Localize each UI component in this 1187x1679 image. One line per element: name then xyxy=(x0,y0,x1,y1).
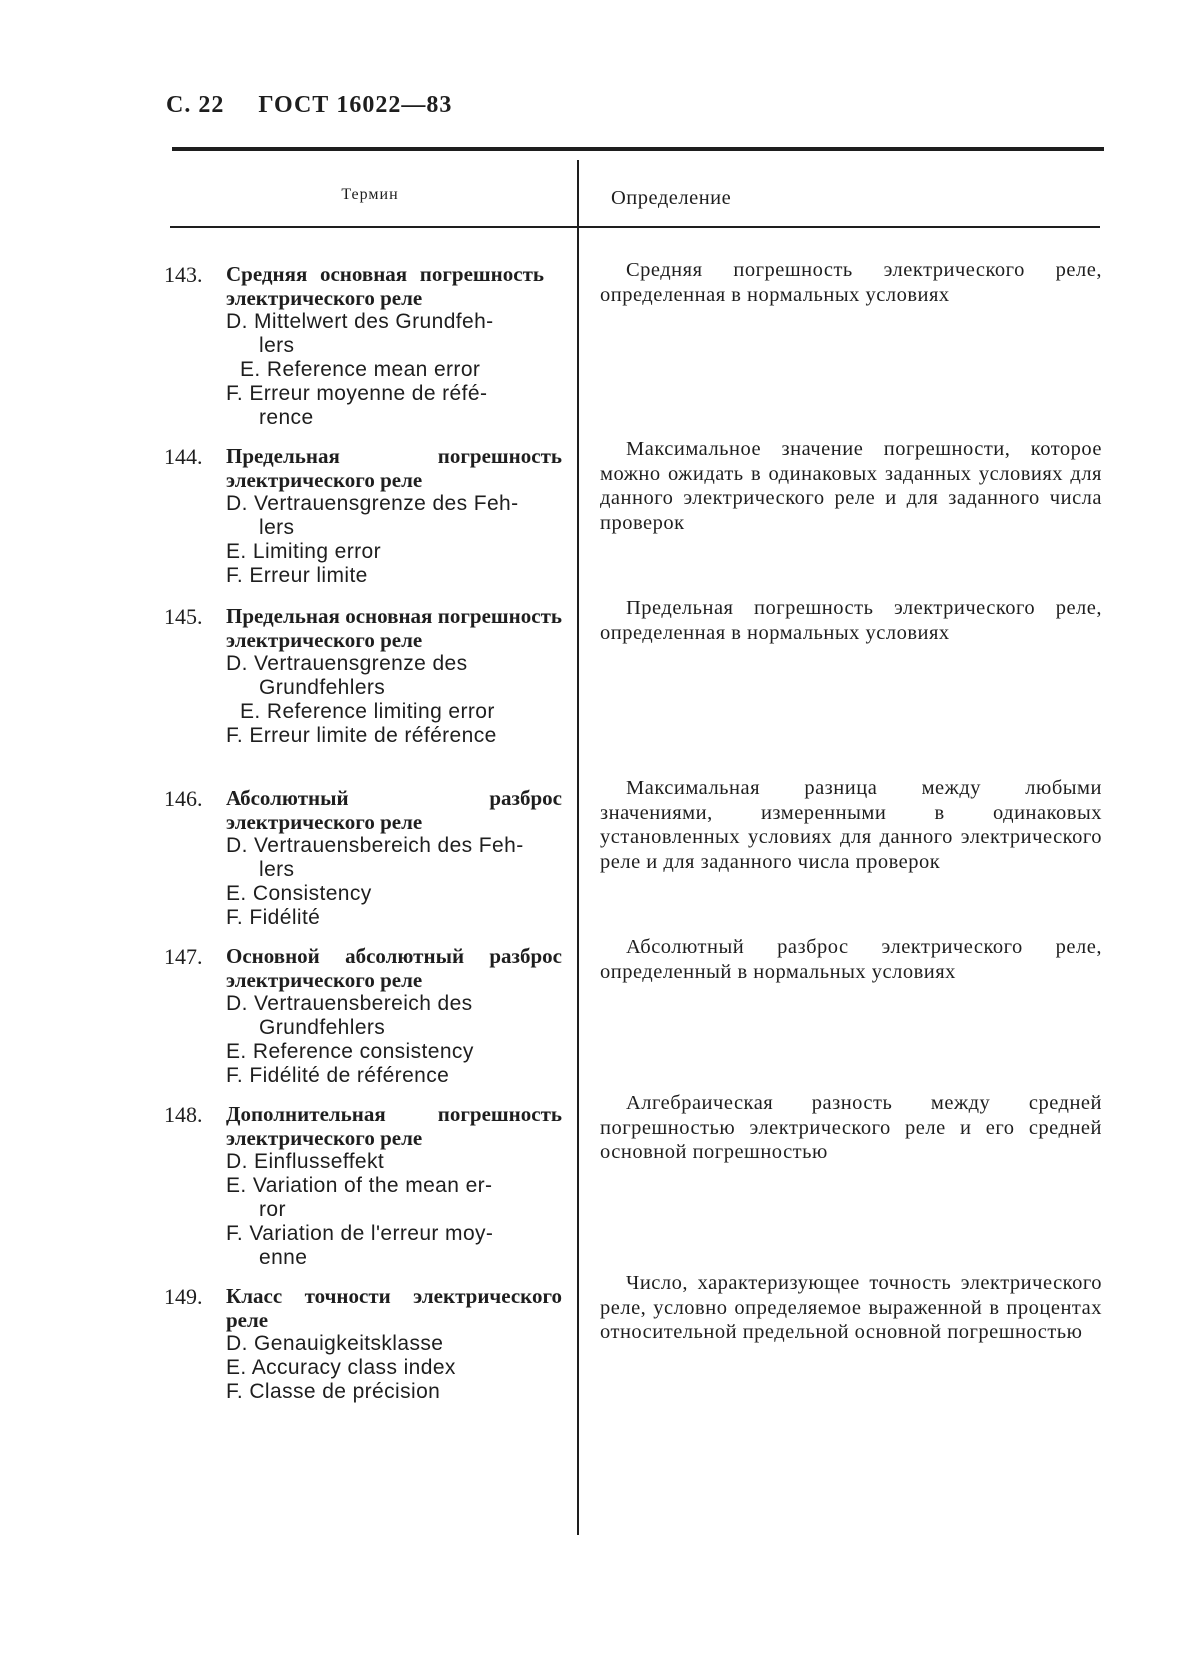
term-translation-fr: F. Classe de précision xyxy=(226,1380,441,1403)
definition-144: Максимальное значение погрешности, которое можно ожидать в одинаковых заданных условиях для данного электрического реле и для заданного числа проверок xyxy=(600,438,1102,534)
term-translation-en: E. Limiting error xyxy=(226,540,382,563)
term-translation-en: E. Reference mean error xyxy=(240,358,481,381)
definition-148: Алгебраическая разность между средней погрешностью электрического реле и его средней основной погрешностью xyxy=(600,1092,1102,1163)
term-title: Предельная основная погрешность электрического реле xyxy=(226,604,562,652)
term-title: Основной абсолютный разброс электрического реле xyxy=(226,944,562,992)
term-translation-en: E. Reference limiting error xyxy=(240,700,495,723)
term-entry-148 xyxy=(164,1102,564,1270)
term-title: Предельная погрешность электрического реле xyxy=(226,444,562,492)
term-translation-fr: F. Variation de l'erreur moy- xyxy=(226,1222,494,1245)
term-translation-en: E. Reference consistency xyxy=(226,1040,474,1063)
term-translation-de: D. Vertrauensbereich des xyxy=(226,992,473,1015)
term-translation-de: D. Mittelwert des Grundfeh- xyxy=(226,310,494,333)
definition-147: Абсолютный разброс электрического реле, определенный в нормальных условиях xyxy=(600,936,1102,983)
term-entry-147 xyxy=(164,944,564,1088)
term-translation-fr: F. Fidélité xyxy=(226,906,321,929)
term-translation-en: E. Variation of the mean er- xyxy=(226,1174,493,1197)
term-number: 145. xyxy=(164,604,203,629)
term-translation-en-cont: ror xyxy=(259,1198,286,1221)
term-title: Средняя основная погрешность электрического реле xyxy=(226,262,544,310)
page-header xyxy=(166,92,452,119)
term-entry-146 xyxy=(164,786,564,930)
term-entry-145 xyxy=(164,604,564,748)
term-translation-en: E. Consistency xyxy=(226,882,372,905)
term-translation-de: D. Vertrauensgrenze des Feh- xyxy=(226,492,519,515)
term-number: 149. xyxy=(164,1284,203,1309)
term-translation-de-cont: lers xyxy=(259,858,295,881)
term-translation-de: D. Vertrauensbereich des Feh- xyxy=(226,834,524,857)
term-number: 148. xyxy=(164,1102,203,1127)
term-translation-de-cont: lers xyxy=(259,516,295,539)
term-translation-de-cont: lers xyxy=(259,334,295,357)
term-translation-fr: F. Erreur limite xyxy=(226,564,368,587)
term-entry-143 xyxy=(164,262,564,430)
page-number: С. 22 xyxy=(166,92,225,118)
term-entry-144 xyxy=(164,444,564,588)
term-translation-de: D. Vertrauensgrenze des xyxy=(226,652,468,675)
term-translation-fr: F. Erreur moyenne de réfé- xyxy=(226,382,488,405)
term-number: 147. xyxy=(164,944,203,969)
term-title: Класс точности электрического реле xyxy=(226,1284,562,1332)
term-translation-de: D. Einflusseffekt xyxy=(226,1150,385,1173)
term-entry-149 xyxy=(164,1284,564,1404)
definition-146: Максимальная разница между любыми значениями, измеренными в одинаковых установленных условиях для данного электрического реле и для заданного числа проверок xyxy=(600,777,1102,873)
header-rule xyxy=(170,226,1100,228)
term-translation-de-cont: Grundfehlers xyxy=(259,1016,386,1039)
term-number: 146. xyxy=(164,786,203,811)
term-translation-de-cont: Grundfehlers xyxy=(259,676,386,699)
term-translation-fr: F. Fidélité de référence xyxy=(226,1064,450,1087)
top-rule xyxy=(172,147,1104,151)
term-translation-fr-cont: enne xyxy=(259,1246,308,1269)
term-number: 143. xyxy=(164,262,203,287)
column-divider xyxy=(577,160,579,1535)
term-translation-de: D. Genauigkeitsklasse xyxy=(226,1332,444,1355)
term-column-header: Термин xyxy=(341,186,399,203)
term-title: Дополнительная погрешность электрического реле xyxy=(226,1102,562,1150)
term-number: 144. xyxy=(164,444,203,469)
definition-149: Число, характеризующее точность электрического реле, условно определяемое выраженной в процентах относительной предельной основной погрешностью xyxy=(600,1272,1102,1343)
definition-column-header: Определение xyxy=(611,187,732,209)
term-translation-fr: F. Erreur limite de référence xyxy=(226,724,497,747)
term-translation-en: E. Accuracy class index xyxy=(226,1356,456,1379)
definition-145: Предельная погрешность электрического реле, определенная в нормальных условиях xyxy=(600,597,1102,644)
term-translation-fr-cont: rence xyxy=(259,406,314,429)
standard-number: ГОСТ 16022—83 xyxy=(258,92,453,118)
term-title: Абсолютный разброс электрического реле xyxy=(226,786,562,834)
definition-143: Средняя погрешность электрического реле, определенная в нормальных условиях xyxy=(600,259,1102,306)
